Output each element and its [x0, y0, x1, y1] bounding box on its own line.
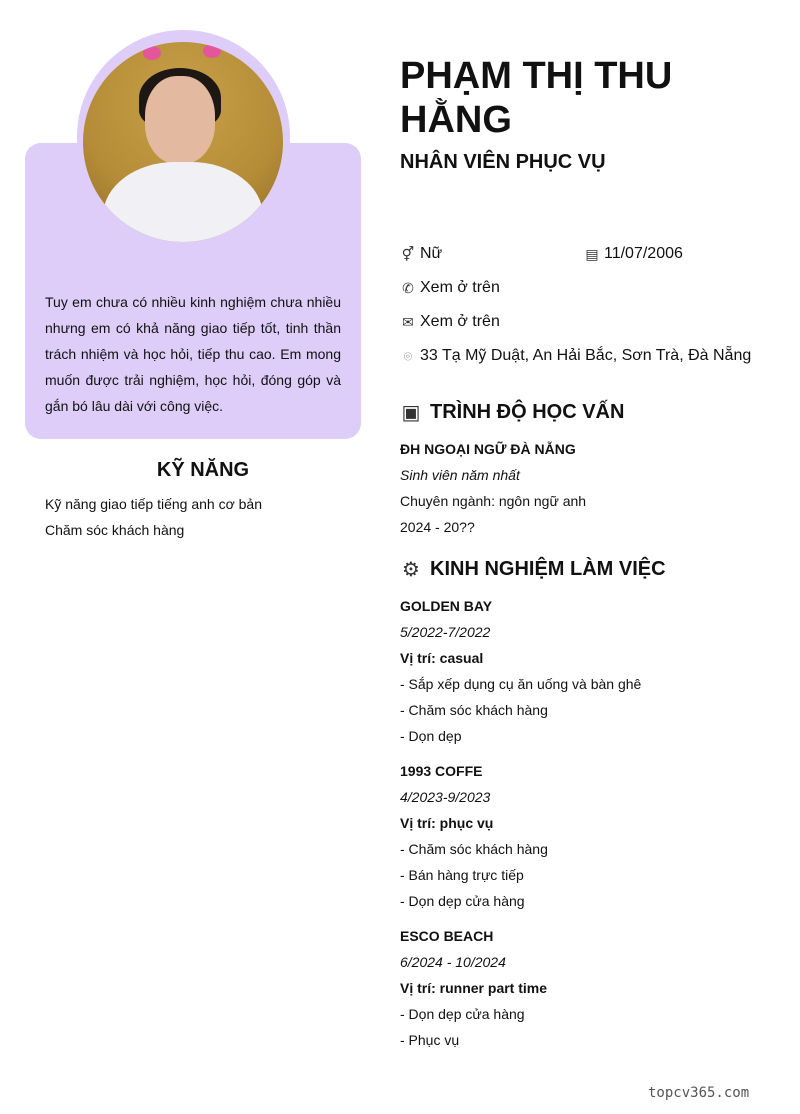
job-block: [400, 593, 780, 749]
job-task: - Phục vụ: [400, 1032, 460, 1048]
email-row: [400, 313, 500, 331]
job-title: NHÂN VIÊN PHỤC VỤ: [400, 151, 606, 173]
dob-row: [584, 245, 683, 263]
job-position: Vị trí: phục vụ: [400, 815, 494, 831]
skills-list: [45, 491, 262, 543]
job-block: [400, 923, 780, 1053]
flower-decoration: [143, 46, 161, 60]
avatar: [83, 42, 283, 242]
experience-heading: [400, 558, 666, 581]
education-heading: [400, 401, 624, 424]
summary-text: Tuy em chưa có nhiều kinh nghiệm chưa nhiều nhưng em có khả năng giao tiếp tốt, tinh thần trách nhiệm và học hỏi, tiếp thu cao. Em mong muốn được trải nghiệm, học hỏi, đóng góp và gắn bó lâu dài với công việc.: [45, 294, 341, 414]
email-value: Xem ở trên: [420, 313, 500, 330]
dob-value: 11/07/2006: [604, 245, 683, 262]
company-name: GOLDEN BAY: [400, 598, 493, 614]
job-task: - Sắp xếp dụng cụ ăn uống và bàn ghê: [400, 676, 642, 692]
job-period: 6/2024 - 10/2024: [400, 954, 506, 970]
job-task: - Dọn dẹp cửa hàng: [400, 893, 525, 909]
flower-decoration: [203, 44, 221, 58]
document-icon: ▣: [401, 402, 421, 424]
education-title: TRÌNH ĐỘ HỌC VẤN: [430, 401, 625, 423]
gender-value: Nữ: [420, 245, 443, 262]
skill-item: Kỹ năng giao tiếp tiếng anh cơ bản: [45, 496, 263, 512]
job-task: - Dọn dẹp: [400, 728, 462, 744]
gender-icon: ⚥: [401, 245, 415, 262]
avatar-face: [145, 76, 215, 164]
education-status: Sinh viên năm nhất: [400, 467, 520, 483]
experience-title: KINH NGHIỆM LÀM VIỆC: [430, 558, 666, 580]
avatar-body: [103, 162, 263, 242]
education-period: 2024 - 20??: [400, 519, 475, 535]
job-task: - Dọn dẹp cửa hàng: [400, 1006, 525, 1022]
job-block: [400, 758, 780, 914]
education-block: [400, 436, 780, 540]
job-task: - Chăm sóc khách hàng: [400, 702, 548, 718]
gender-row: [400, 245, 442, 263]
school-name: ĐH NGOẠI NGỮ ĐÀ NẴNG: [400, 441, 576, 457]
phone-value: Xem ở trên: [420, 279, 500, 296]
company-name: 1993 COFFE: [400, 763, 483, 779]
phone-icon: ✆: [402, 279, 414, 296]
education-major: Chuyên ngành: ngôn ngữ anh: [400, 493, 587, 509]
calendar-icon: ▤: [585, 245, 599, 262]
job-task: - Chăm sóc khách hàng: [400, 841, 548, 857]
skills-heading: KỸ NĂNG: [156, 459, 250, 481]
phone-row: [400, 279, 500, 297]
address-value: 33 Tạ Mỹ Duật, An Hải Bắc, Sơn Trà, Đà Nẵng: [420, 347, 752, 364]
job-period: 4/2023-9/2023: [400, 789, 491, 805]
location-pin-icon: ⌾: [403, 347, 413, 364]
gear-badge-icon: ⚙: [402, 559, 420, 581]
skill-item: Chăm sóc khách hàng: [45, 522, 185, 538]
job-task: - Bán hàng trực tiếp: [400, 867, 524, 883]
address-row: [400, 347, 751, 365]
company-name: ESCO BEACH: [400, 928, 494, 944]
job-position: Vị trí: casual: [400, 650, 484, 666]
job-period: 5/2022-7/2022: [400, 624, 491, 640]
mail-icon: ✉: [402, 313, 414, 330]
job-position: Vị trí: runner part time: [400, 980, 548, 996]
candidate-name: PHẠM THỊ THU HẰNG: [400, 55, 673, 141]
footer-watermark: topcv365.com: [648, 1085, 750, 1101]
